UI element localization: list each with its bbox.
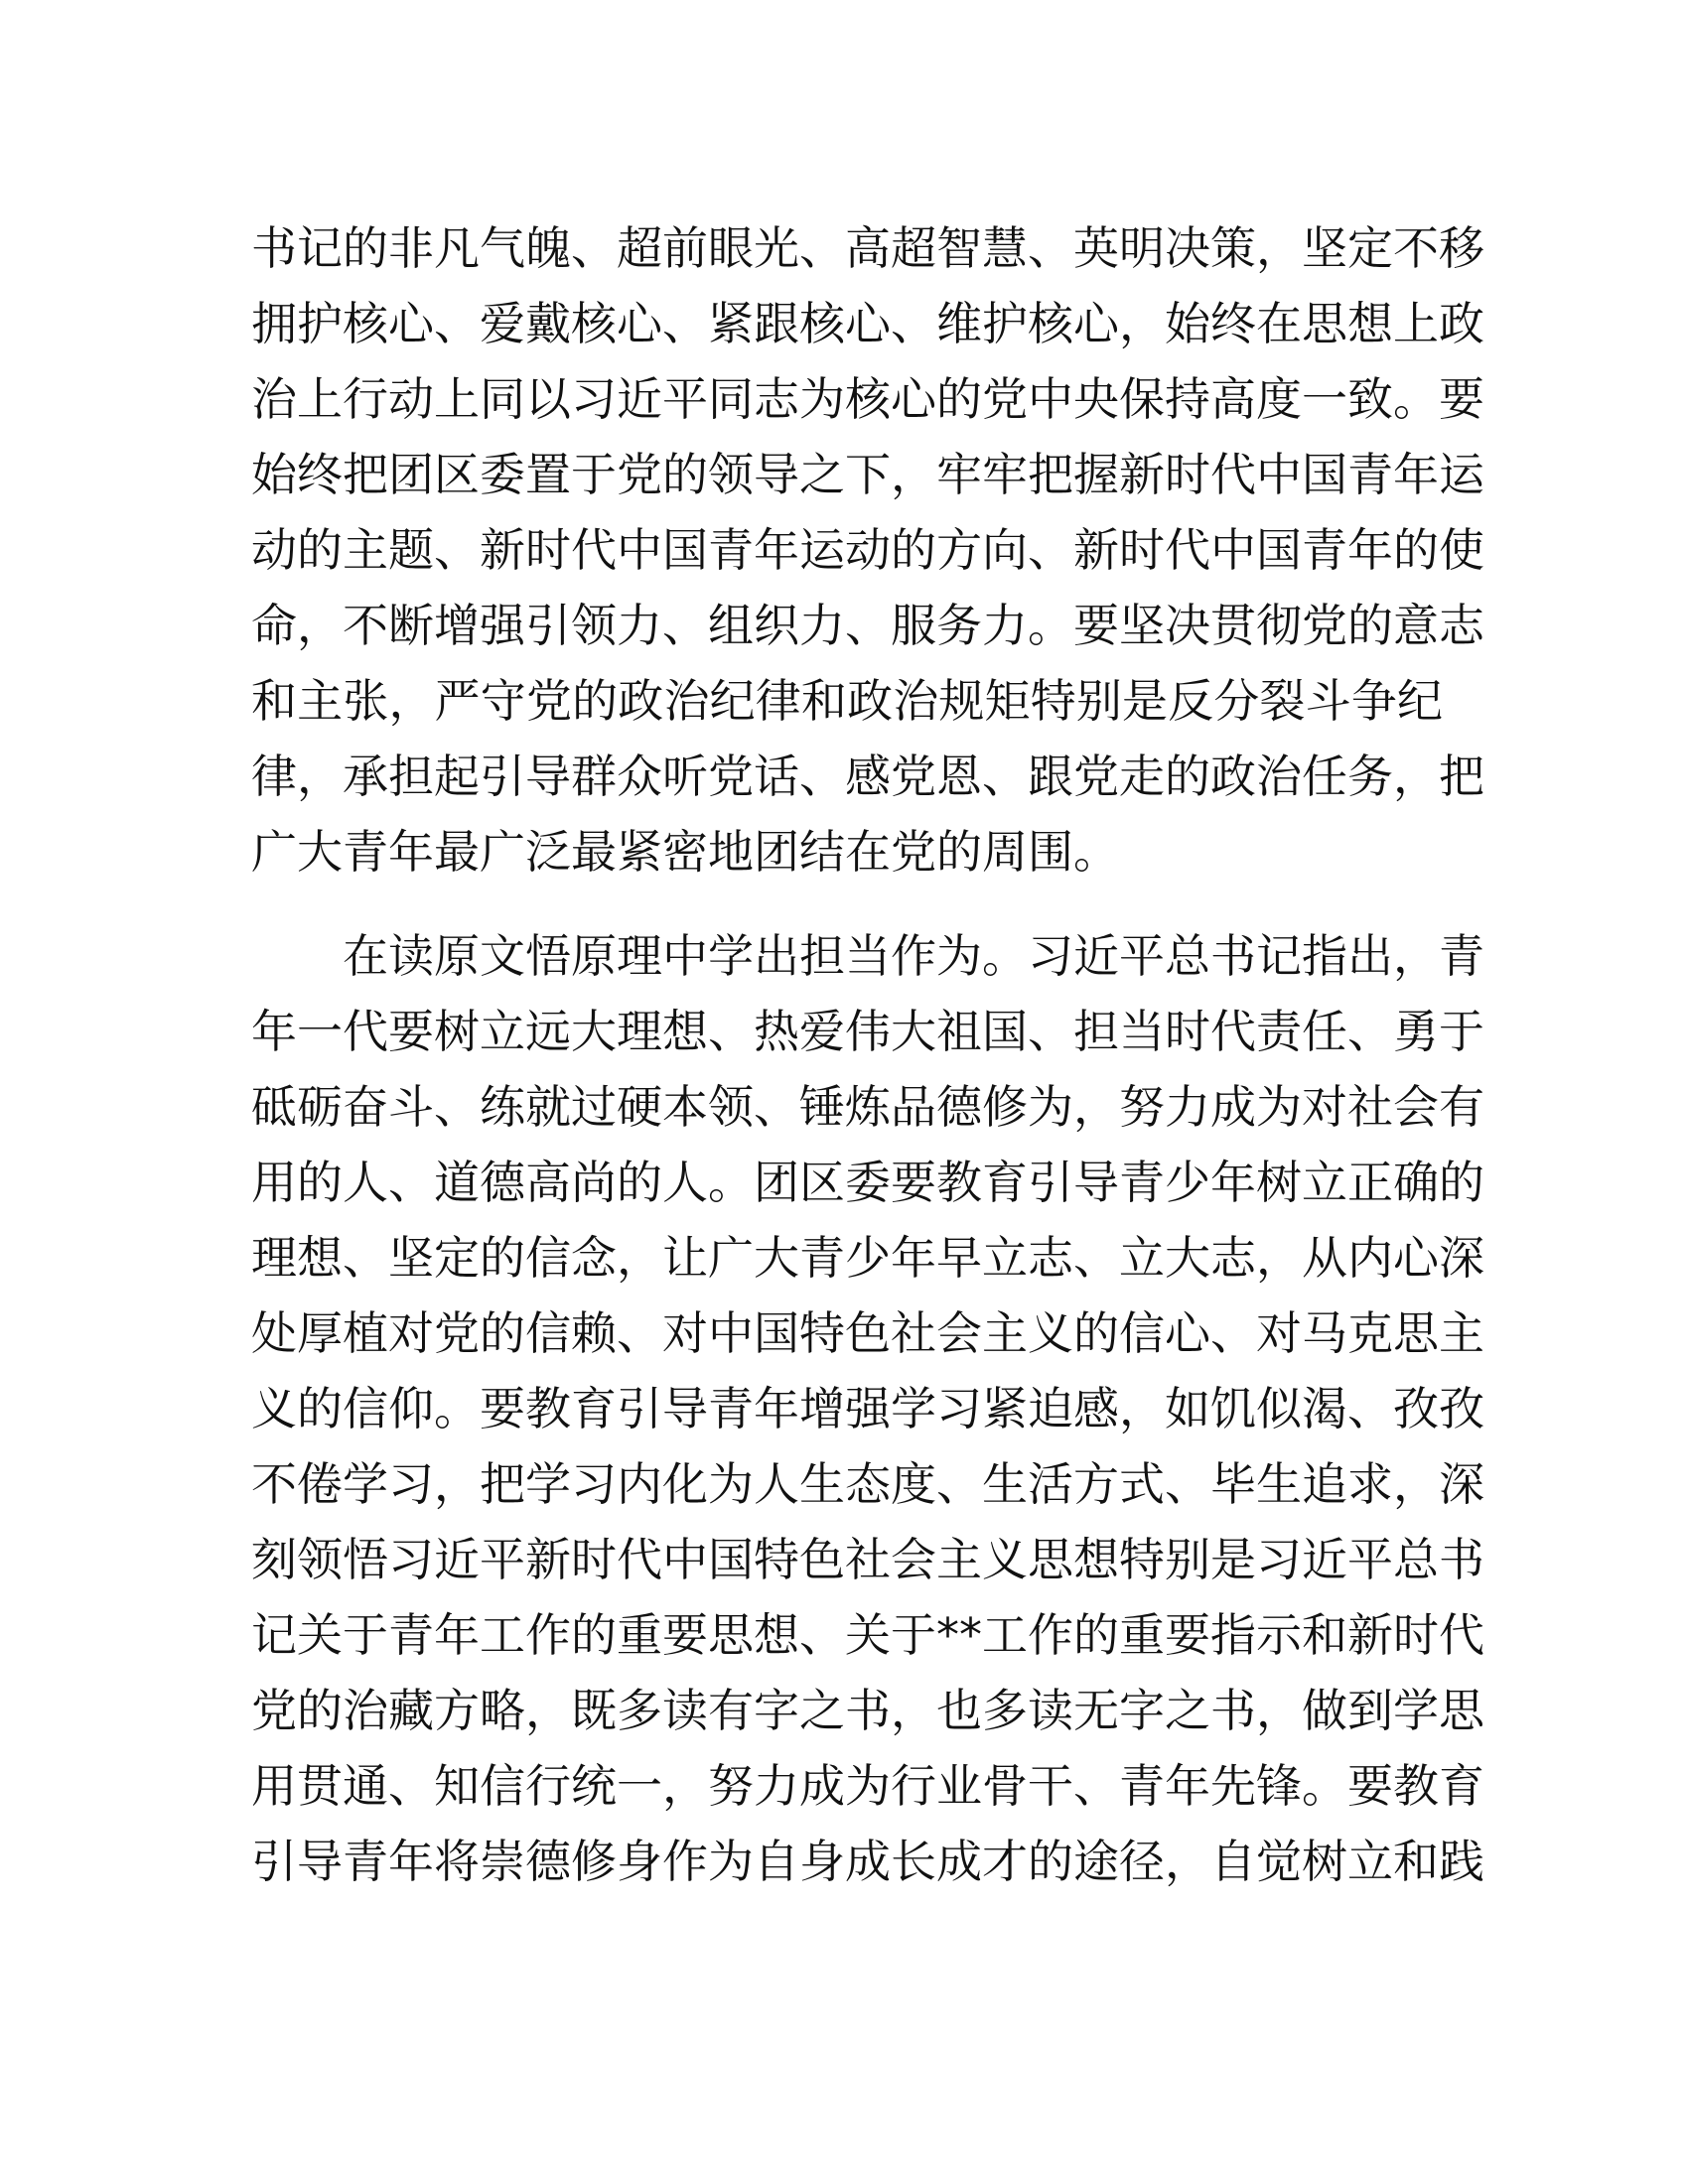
paragraph-line: 党的治藏方略，既多读有字之书，也多读无字之书，做到学思 — [251, 1684, 1484, 1737]
paragraph-line: 用贯通、知信行统一，努力成为行业骨干、青年先锋。要教育 — [251, 1759, 1484, 1813]
paragraph-line: 命，不断增强引领力、组织力、服务力。要坚决贯彻党的意志 — [251, 599, 1484, 652]
paragraph-line: 用的人、道德高尚的人。团区委要教育引导青少年树立正确的 — [251, 1156, 1484, 1209]
paragraph-line: 始终把团区委置于党的领导之下，牢牢把握新时代中国青年运 — [251, 448, 1484, 501]
paragraph-line: 广大青年最广泛最紧密地团结在党的周围。 — [251, 825, 1119, 879]
paragraph-line: 拥护核心、爱戴核心、紧跟核心、维护核心，始终在思想上政 — [251, 297, 1484, 350]
paragraph-line: 刻领悟习近平新时代中国特色社会主义思想特别是习近平总书 — [251, 1533, 1484, 1586]
paragraph-line: 义的信仰。要教育引导青年增强学习紧迫感，如饥似渴、孜孜 — [251, 1382, 1484, 1435]
paragraph-line: 引导青年将崇德修身作为自身成长成才的途径，自觉树立和践 — [251, 1835, 1484, 1888]
paragraph-line: 不倦学习，把学习内化为人生态度、生活方式、毕生追求，深 — [251, 1457, 1484, 1511]
paragraph-line: 理想、坚定的信念，让广大青少年早立志、立大志，从内心深 — [251, 1231, 1484, 1285]
paragraph-line: 和主张，严守党的政治纪律和政治规矩特别是反分裂斗争纪 — [251, 674, 1443, 728]
paragraph-line: 律，承担起引导群众听党话、感党恩、跟党走的政治任务，把 — [251, 750, 1484, 803]
paragraph-line: 处厚植对党的信赖、对中国特色社会主义的信心、对马克思主 — [251, 1306, 1484, 1360]
paragraph-line: 动的主题、新时代中国青年运动的方向、新时代中国青年的使 — [251, 523, 1484, 577]
paragraph-line: 在读原文悟原理中学出担当作为。习近平总书记指出，青 — [343, 929, 1484, 983]
paragraph-1 — [251, 210, 1484, 889]
paragraph-line: 砥砺奋斗、练就过硬本领、锤炼品德修为，努力成为对社会有 — [251, 1080, 1484, 1134]
paragraph-line: 治上行动上同以习近平同志为核心的党中央保持高度一致。要 — [251, 372, 1484, 426]
paragraph-2 — [251, 918, 1484, 1899]
paragraph-line: 年一代要树立远大理想、热爱伟大祖国、担当时代责任、勇于 — [251, 1005, 1484, 1058]
paragraph-line: 记关于青年工作的重要思想、关于**工作的重要指示和新时代 — [251, 1608, 1484, 1662]
paragraph-line: 书记的非凡气魄、超前眼光、高超智慧、英明决策，坚定不移 — [251, 221, 1484, 275]
